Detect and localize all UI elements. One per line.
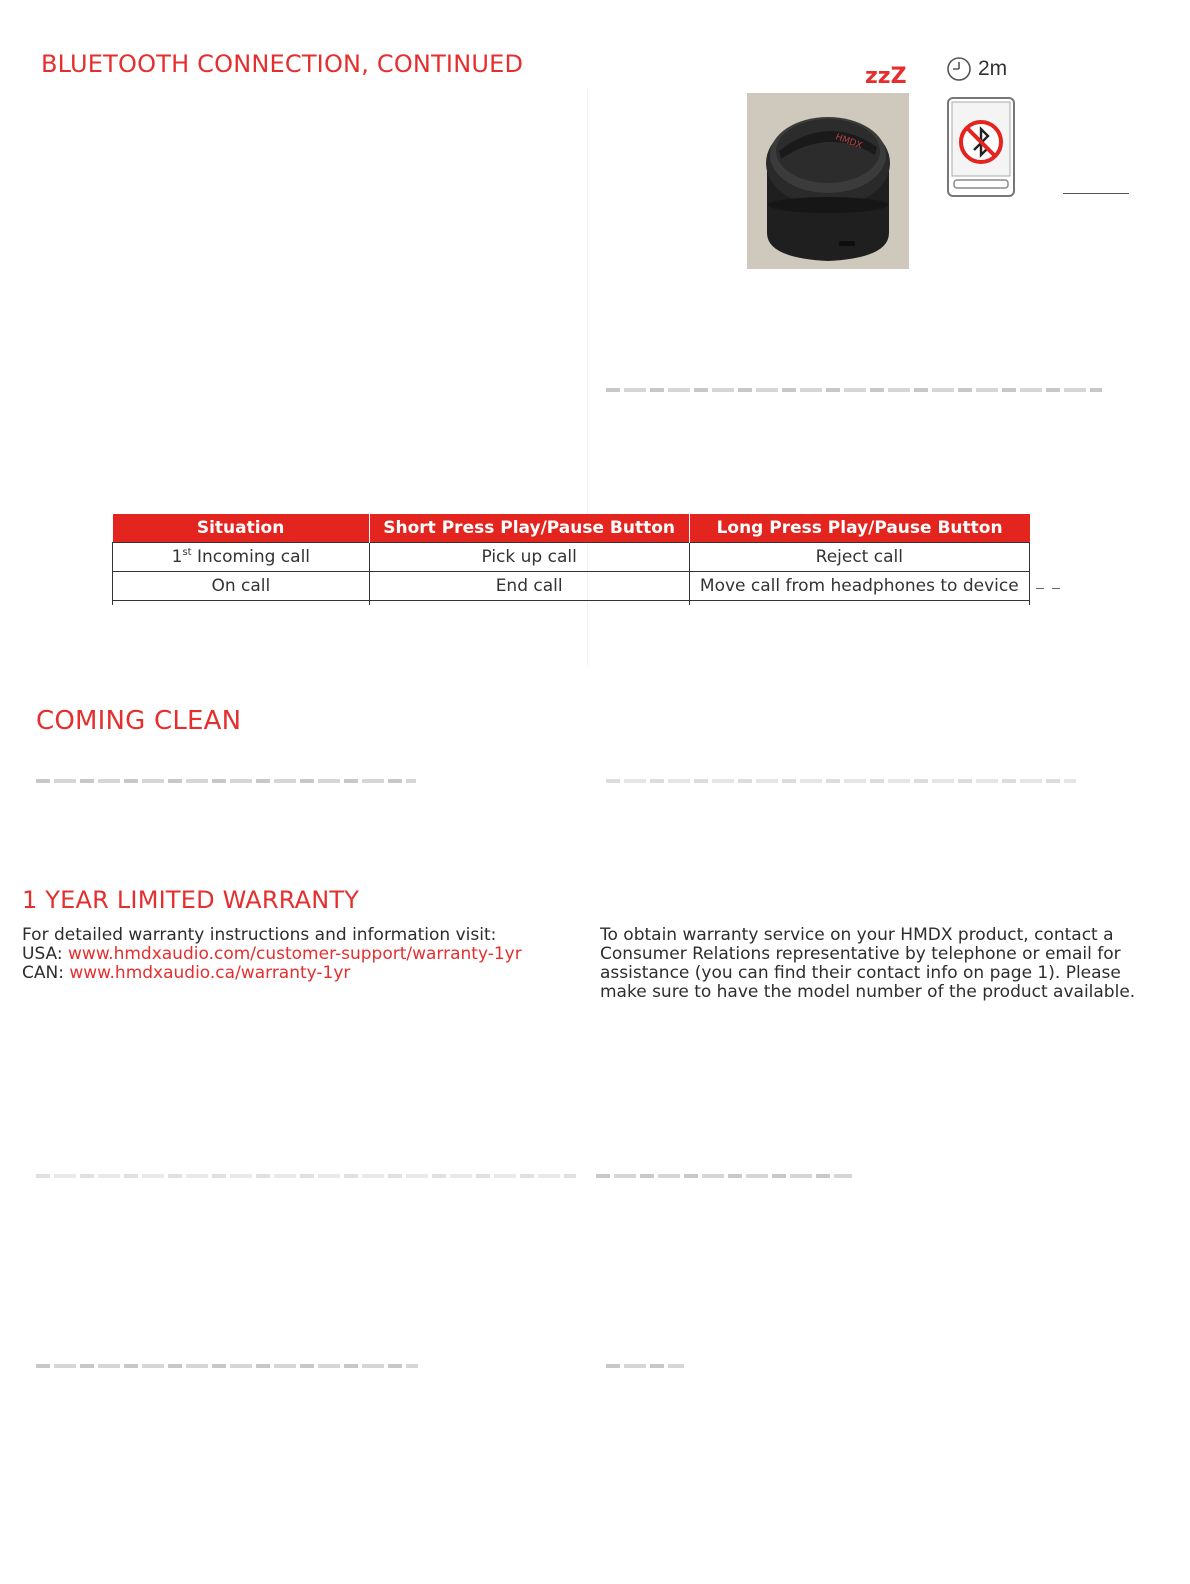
dash-mark bbox=[1036, 588, 1060, 589]
usa-line bbox=[22, 945, 562, 964]
header-long-press: Long Press Play/Pause Button bbox=[689, 514, 1029, 543]
faint-text-line bbox=[596, 1174, 852, 1178]
ordinal-suffix: st bbox=[182, 547, 192, 558]
faint-text-line bbox=[606, 779, 1076, 783]
cell-long: Reject call bbox=[689, 543, 1029, 572]
section-heading-bluetooth: BLUETOOTH CONNECTION, CONTINUED bbox=[41, 50, 524, 78]
can-label: CAN: bbox=[22, 963, 70, 983]
usa-label: USA: bbox=[22, 944, 69, 964]
phone-bluetooth-off bbox=[946, 96, 1016, 203]
warranty-intro: For detailed warranty instructions and information visit: bbox=[22, 925, 497, 945]
cell-short: End call bbox=[369, 572, 689, 601]
usa-warranty-link[interactable]: www.hmdxaudio.com/customer-support/warranty-1yr bbox=[68, 944, 522, 964]
table-header-row bbox=[113, 514, 1030, 543]
timer-label: 2m bbox=[978, 57, 1008, 80]
warranty-links bbox=[22, 926, 562, 983]
faint-text-line bbox=[36, 1174, 576, 1178]
table-trailing-row bbox=[113, 601, 1030, 606]
speaker-brand: HMDX bbox=[833, 132, 864, 152]
faint-text-line bbox=[36, 1364, 418, 1368]
can-warranty-link[interactable]: www.hmdxaudio.ca/warranty-1yr bbox=[69, 963, 351, 983]
clock-icon bbox=[946, 56, 972, 82]
faint-text-line bbox=[606, 388, 1102, 392]
cell-short: Pick up call bbox=[369, 543, 689, 572]
speaker-image bbox=[747, 93, 909, 269]
table-row bbox=[113, 572, 1030, 601]
header-short-press: Short Press Play/Pause Button bbox=[369, 514, 689, 543]
situation-text: Incoming call bbox=[191, 547, 311, 567]
sleep-indicator: zzZ bbox=[865, 64, 907, 89]
faint-text-line bbox=[36, 779, 416, 783]
timer bbox=[946, 56, 1007, 82]
cell-long: Move call from headphones to device bbox=[689, 572, 1029, 601]
section-heading-warranty: 1 YEAR LIMITED WARRANTY bbox=[22, 886, 360, 914]
section-heading-clean: COMING CLEAN bbox=[36, 706, 242, 736]
call-controls-table bbox=[112, 514, 1030, 605]
speaker-photo bbox=[747, 93, 909, 269]
underline-mark bbox=[1063, 193, 1129, 194]
cell-situation bbox=[113, 543, 370, 572]
header-situation: Situation bbox=[113, 514, 370, 543]
bluetooth-off-icon bbox=[946, 96, 1016, 198]
faint-text-line bbox=[606, 1364, 684, 1368]
can-line bbox=[22, 964, 562, 983]
table-row bbox=[113, 543, 1030, 572]
warranty-service-text: To obtain warranty service on your HMDX product, contact a Consumer Relations representative by telephone or email for assistance (you can find their contact info on page 1). Please make sure to have the model number of the product available. bbox=[600, 925, 1136, 1002]
cell-situation: On call bbox=[113, 572, 370, 601]
ordinal: 1 bbox=[171, 547, 183, 567]
